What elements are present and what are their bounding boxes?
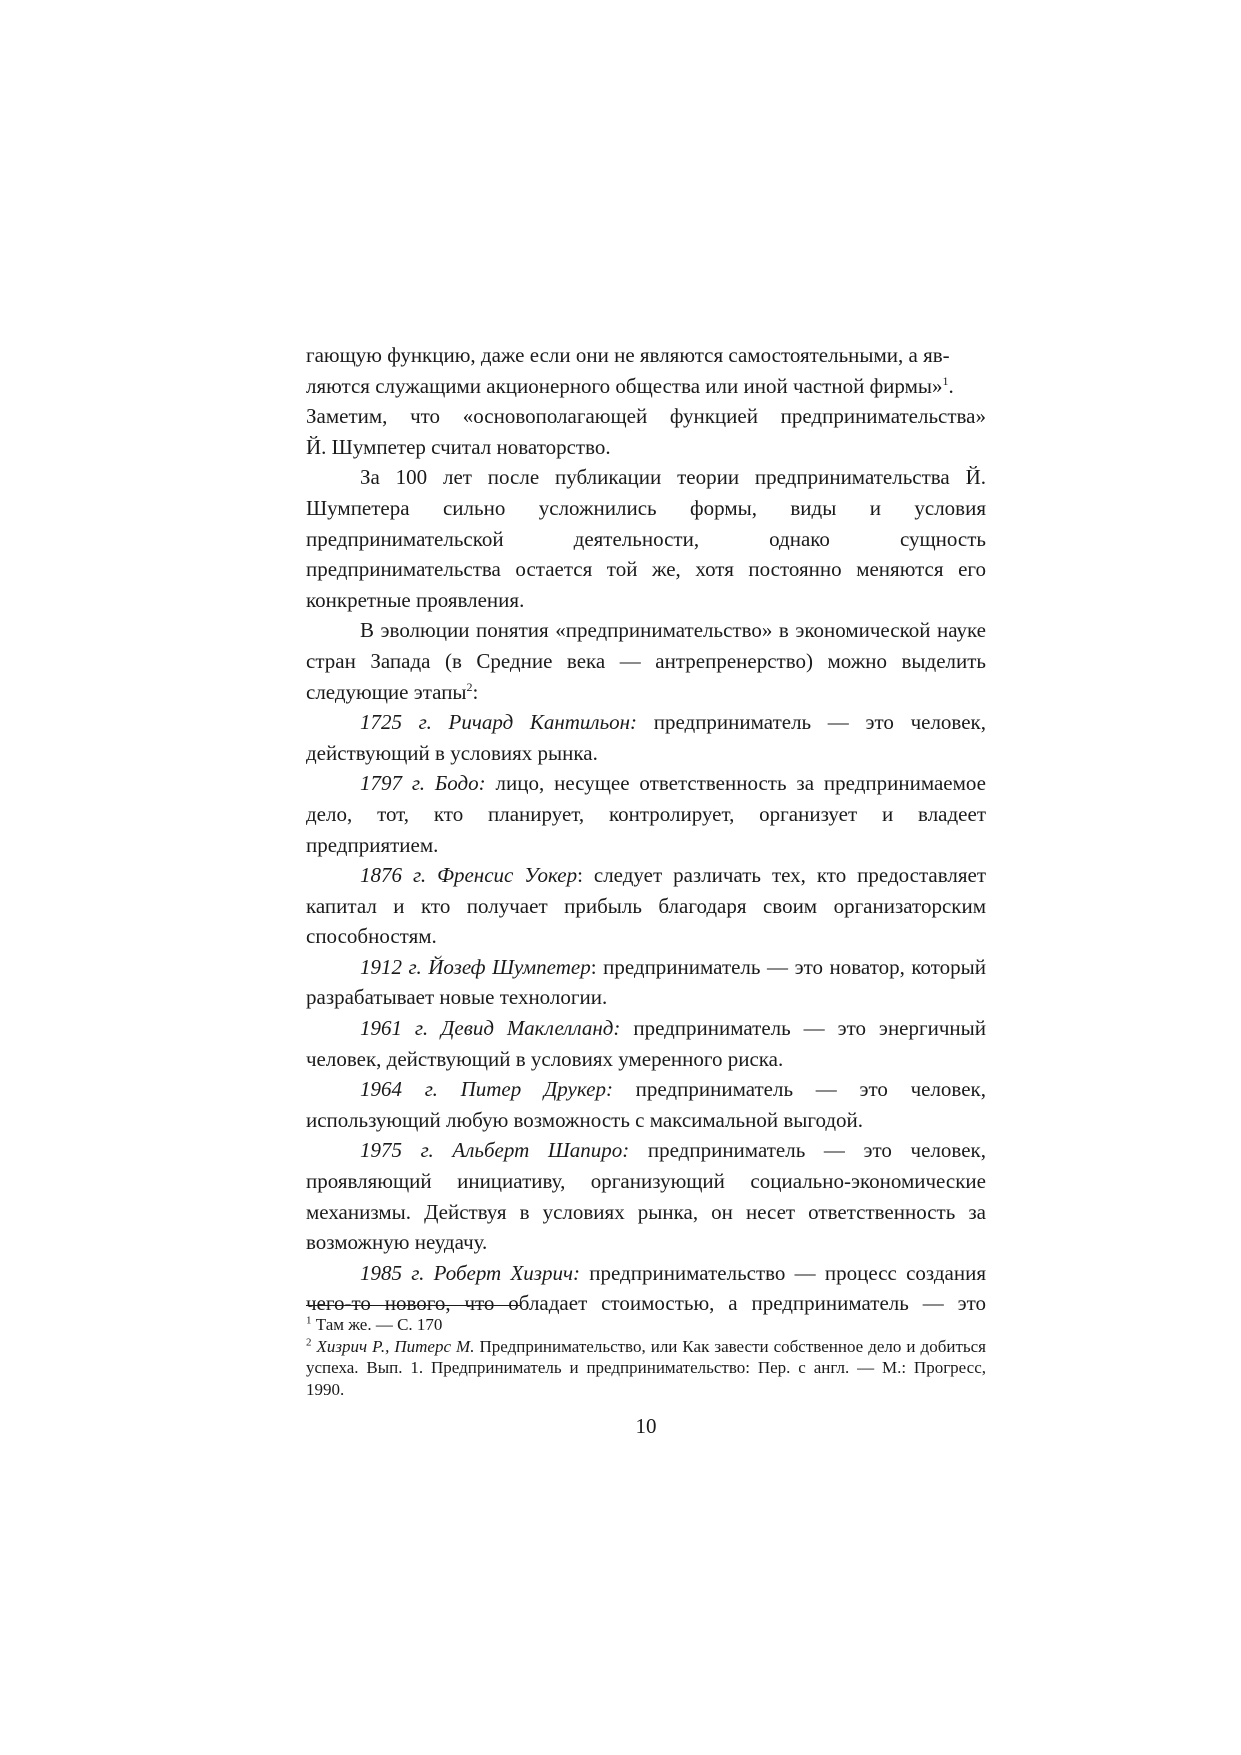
paragraph-line [306,371,986,402]
stage-text: предприниматель — это человек, действующий в условиях рынка. [306,710,986,765]
stage-text: предприниматель — это энергичный человек, действующий в условиях умеренного риска. [306,1016,987,1071]
stage-text: предприниматель — это человек, использующий любую возможность с максимальной выгодой. [306,1077,986,1132]
stage-entry [306,1074,986,1135]
footnote-text: Там же. — С. 170 [311,1315,443,1334]
footnote-ref: 1 [942,373,949,388]
footnote-text: Предпринимательство, или Как завести собственное дело и добиться успеха. Вып. 1. Предприниматель и предпринимательство: Пер. с англ. — М.: Прогресс, 1990. [306,1336,986,1399]
stage-label: 1725 г. Ричард Кантильон: [360,710,638,735]
text-punct: . [948,373,954,398]
page-number: 10 [635,1414,657,1438]
stage-label: 1964 г. Питер Друкер: [360,1077,613,1102]
footnotes [306,1305,986,1400]
stage-label: 1912 г. Йозеф Шумпетер [360,954,591,979]
footnote-number: 1 [306,1314,312,1327]
text-line: гающую функцию, даже если они не являются самостоятельными, а яв- [306,343,950,367]
paragraph-text: В эволюции понятия «предпринимательство» в экономической науке стран Запада (в Средние века — антрепренерство) можно выделить следующие этапы [306,618,986,704]
stage-text: : предприниматель — это новатор, который разрабатывает новые технологии. [306,954,986,1010]
stage-entry [306,1013,986,1074]
text-line: ляются служащими акционерного общества или иной частной фирмы» [306,373,943,398]
stage-entry [306,707,986,768]
footnote [306,1336,986,1401]
stage-label: 1985 г. Роберт Хизрич: [360,1260,580,1285]
footnote-author: Хизрич Р., Питерс М. [311,1336,475,1356]
stage-entry [306,1135,986,1257]
paragraph [306,615,986,707]
stage-text: : следует различать тех, кто предоставляет капитал и кто получает прибыль благодаря своим организаторским способностям. [306,863,987,949]
paragraph-line [306,401,986,432]
stage-label: 1797 г. Бодо: [360,771,486,796]
paragraph-line [306,340,986,371]
footnote-divider [306,1305,520,1306]
main-text [306,340,986,1319]
paragraph-line [306,432,986,463]
stage-entry [306,952,986,1013]
paragraph: За 100 лет после публикации теории предпринимательства Й. Шумпетера сильно усложнились формы, виды и условия предпринимательской деятельности, однако сущность предпринимательства остается той же, хотя постоянно меняются его конкретные проявления. [306,465,986,612]
stage-label: 1876 г. Френсис Уокер [360,863,578,888]
stage-text: лицо, несущее ответственность за предпринимаемое дело, тот, кто планирует, контролирует, организует и владеет предприятием. [306,771,986,857]
footnote-ref: 2 [466,679,473,694]
footnote-number: 2 [306,1335,312,1348]
footnote [306,1314,986,1336]
stage-entry [306,768,986,860]
stage-text: предпринимательство — процесс создания чего-то нового, что обладает стоимостью, а предприниматель — это [306,1260,986,1316]
text-line: Заметим, что «основополагающей функцией предпринимательства» [306,404,986,429]
stage-label: 1975 г. Альберт Шапиро: [360,1138,630,1163]
text-punct: : [472,679,479,704]
text-line: Й. Шумпетер считал новаторство. [306,434,611,459]
stage-text: предприниматель — это человек, проявляющий инициативу, организующий социально-экономические механизмы. Действуя в условиях рынка, он несет ответственность за возможную неудачу. [306,1138,986,1255]
stage-entry [306,860,986,952]
stage-label: 1961 г. Девид Маклелланд: [360,1016,621,1041]
